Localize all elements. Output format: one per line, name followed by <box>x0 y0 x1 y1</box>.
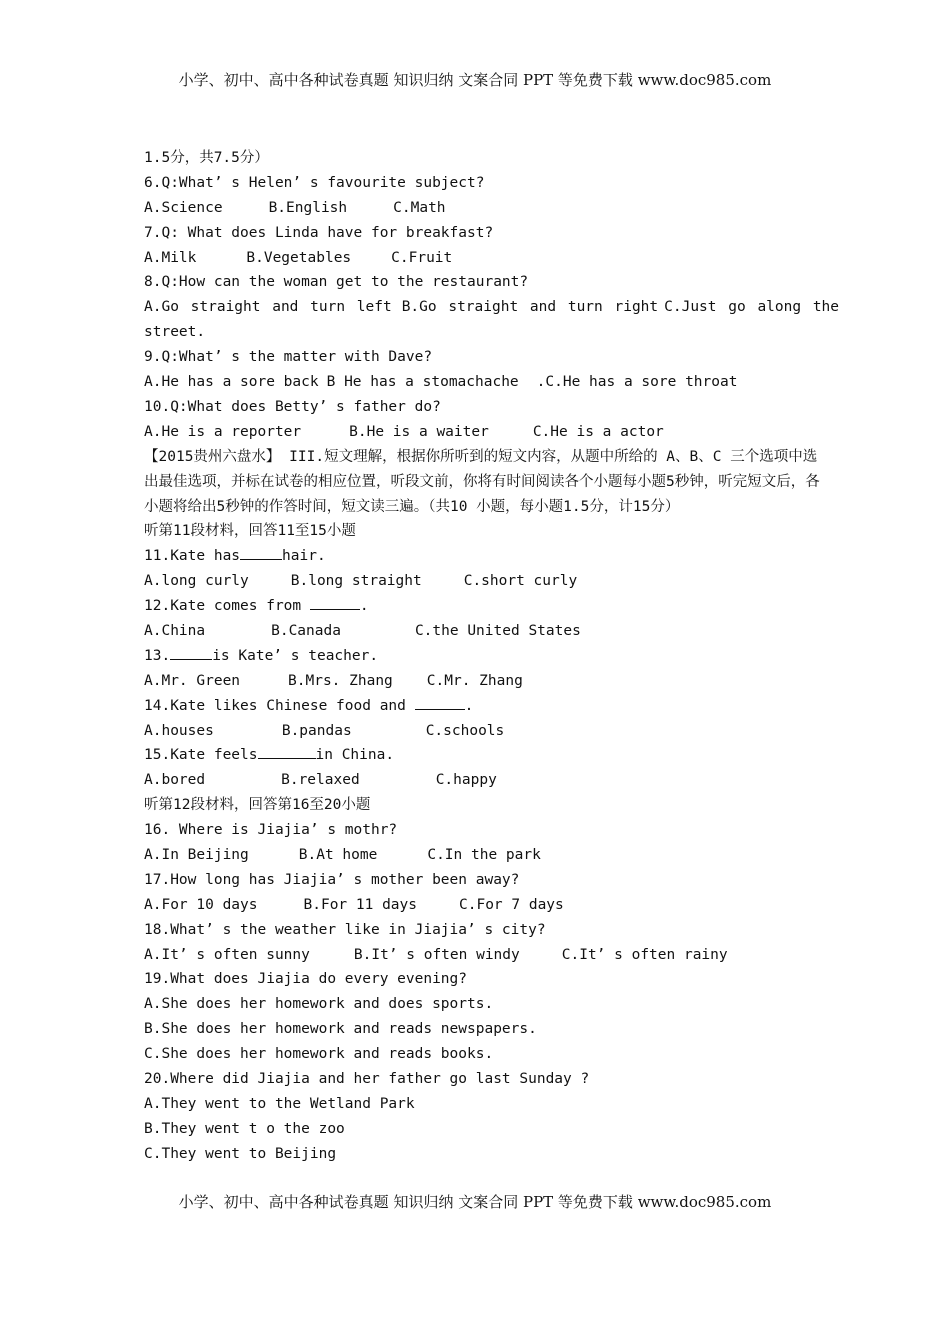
options-7 <box>144 246 824 271</box>
option-a: A.He is a reporter <box>144 423 302 440</box>
option-c: C.Fruit <box>391 249 453 266</box>
question-9: 9.Q:What’ s the matter with Dave? <box>144 349 433 366</box>
question-11: 11.Kate has hair. <box>144 544 824 569</box>
option-b: B.Mrs. Zhang <box>288 672 393 689</box>
question-18: 18.What’ s the weather like in Jiajia’ s city? <box>144 921 546 938</box>
exam-content <box>144 146 840 1167</box>
question-16: 16. Where is Jiajia’ s mothr? <box>144 822 398 839</box>
option-b: B.English <box>268 199 348 216</box>
option-a: A.Science <box>144 199 223 216</box>
question-14: 14.Kate likes Chinese food and . <box>144 694 824 719</box>
options-17 <box>144 893 824 918</box>
question-20: 20.Where did Jiajia and her father go last Sunday ? <box>144 1071 590 1087</box>
question-10: 10.Q:What does Betty’ s father do? <box>144 398 441 415</box>
option-20-c: C.They went to Beijing <box>144 1145 337 1162</box>
question-8: 8.Q:How can the woman get to the restaurant? <box>144 274 529 291</box>
page-header: 小学、初中、高中各种试卷真题 知识归纳 文案合同 PPT 等免费下载 www.doc985.com <box>178 71 772 89</box>
option-b: B He has a stomachache <box>326 374 519 391</box>
option-c: C.happy <box>435 772 497 789</box>
question-12: 12.Kate comes from . <box>144 594 824 619</box>
option-b: B.relaxed <box>281 772 360 789</box>
option-c: C.In the park <box>427 846 541 863</box>
question-7: 7.Q: What does Linda have for breakfast? <box>144 224 494 241</box>
option-c: C.It’ s often rainy <box>561 946 728 963</box>
options-11 <box>144 569 824 594</box>
option-c: C.He is a actor <box>532 423 664 440</box>
option-a: A.Mr. Green <box>144 672 241 689</box>
option-b: B.Go straight and turn right <box>401 299 659 316</box>
option-a: A.He has a sore back <box>144 374 319 391</box>
question-13: 13. is Kate’ s teacher. <box>144 644 824 669</box>
option-a: A.Go straight and turn left <box>144 299 392 316</box>
option-c: C.Mr. Zhang <box>426 672 523 689</box>
options-14 <box>144 719 824 744</box>
option-a: A.China <box>144 622 206 639</box>
answer-blank <box>310 594 360 610</box>
option-b: B.pandas <box>281 722 352 739</box>
option-c: C.the United States <box>414 622 581 639</box>
option-b: B.Vegetables <box>246 249 352 266</box>
answer-blank <box>240 544 282 560</box>
option-a: A.long curly <box>144 573 249 590</box>
passage-12-heading: 听第12段材料，回答第16至20小题 <box>144 797 371 814</box>
option-a: A.It’ s often sunny <box>144 946 310 963</box>
option-19-a: A.She does her homework and does sports. <box>144 996 494 1013</box>
option-b: B.It’ s often windy <box>353 946 520 963</box>
option-b: B.At home <box>298 846 378 863</box>
option-19-c: C.She does her homework and reads books. <box>144 1046 494 1063</box>
option-b: B.For 11 days <box>303 896 417 913</box>
passage-11-heading: 听第11段材料，回答11至15小题 <box>144 523 356 540</box>
option-b: B.He is a waiter <box>349 423 489 440</box>
options-15 <box>144 768 824 793</box>
option-c: C.schools <box>425 722 505 739</box>
section-3-instructions: 【2015贵州六盘水】 III.短文理解，根据你所听到的短文内容，从题中所给的 A、B、C 三个选项中选出最佳选项，并标在试卷的相应位置，听段文前，你将有时间阅读各个小题每小题5秒钟，听完短文后，各小题将给出5秒钟的作答时间，短文读三遍。（共10 小题，每小题1.5分，计15分） <box>144 448 820 515</box>
question-17: 17.How long has Jiajia’ s mother been away? <box>144 871 520 888</box>
option-a: A.houses <box>144 722 214 739</box>
option-c: C.For 7 days <box>459 896 564 913</box>
option-c: C.Just go along the <box>664 299 840 316</box>
options-9 <box>144 370 824 395</box>
options-16 <box>144 843 824 868</box>
option-20-b: B.They went t o the zoo <box>144 1120 345 1137</box>
option-b: B.long straight <box>290 573 422 590</box>
options-12 <box>144 619 824 644</box>
options-13 <box>144 669 824 694</box>
section-intro: 1.5分，共7.5分） <box>144 150 269 166</box>
option-c: C.Math <box>393 199 446 216</box>
answer-blank <box>415 694 465 710</box>
option-20-a: A.They went to the Wetland Park <box>144 1095 415 1112</box>
question-19: 19.What does Jiajia do every evening? <box>144 971 468 988</box>
options-10 <box>144 420 824 445</box>
question-6: 6.Q:What’ s Helen’ s favourite subject? <box>144 174 485 191</box>
option-a: A.bored <box>144 772 206 789</box>
options-6 <box>144 196 824 221</box>
option-a: A.Milk <box>144 249 197 266</box>
option-c: .C.He has a sore throat <box>536 374 738 391</box>
options-8 <box>144 295 840 320</box>
option-a: A.In Beijing <box>144 846 249 863</box>
option-b: B.Canada <box>271 622 341 639</box>
answer-blank <box>170 644 212 660</box>
option-19-b: B.She does her homework and reads newspapers. <box>144 1021 537 1038</box>
page-footer: 小学、初中、高中各种试卷真题 知识归纳 文案合同 PPT 等免费下载 www.doc985.com <box>178 1193 772 1211</box>
question-15: 15.Kate feels in China. <box>144 743 824 768</box>
options-8-continued: street. <box>144 324 206 341</box>
option-c: C.short curly <box>463 573 578 590</box>
answer-blank <box>258 743 316 759</box>
options-18 <box>144 943 824 968</box>
option-a: A.For 10 days <box>144 896 258 913</box>
